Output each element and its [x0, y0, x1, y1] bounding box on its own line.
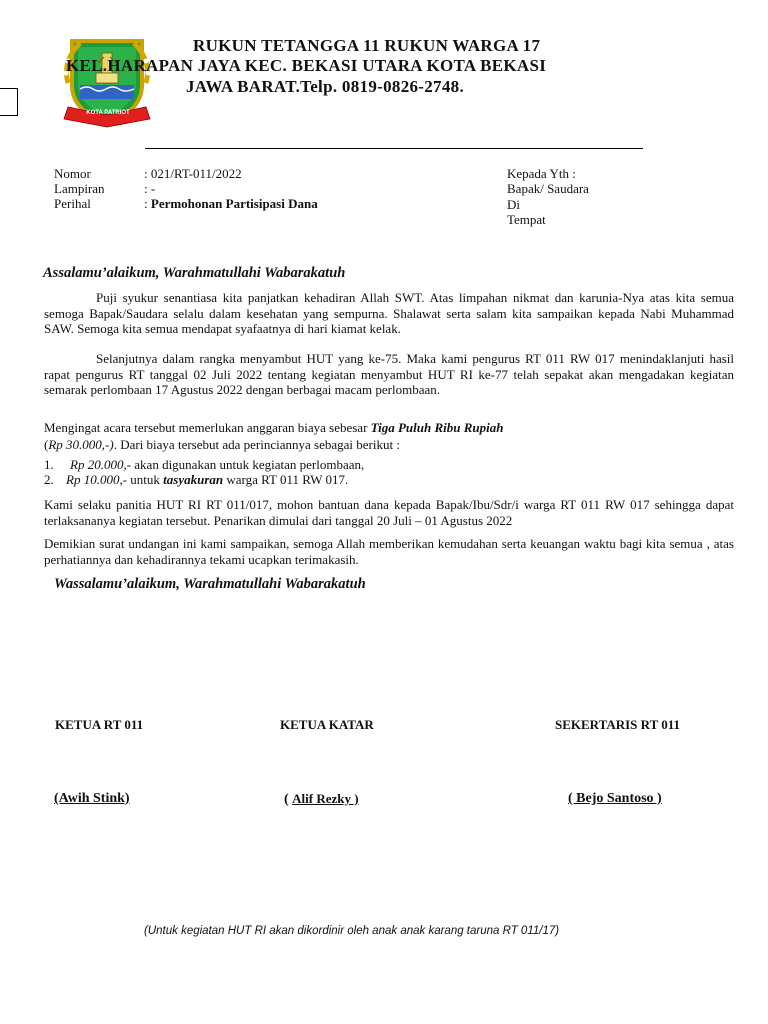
recipient-line-4: Tempat — [507, 212, 546, 227]
closing-greeting: Wassalamu’alaikum, Warahmatullahi Wabarakatuh — [54, 576, 366, 592]
signature-name-ketua-katar: ( Alif Rezky ) — [284, 791, 359, 807]
paragraph-2 — [44, 351, 734, 398]
signature-name-ketua-rt: (Awih Stink) — [54, 791, 130, 806]
footer-note: (Untuk kegiatan HUT RI akan dikordinir oleh anak anak karang taruna RT 011/17) — [144, 925, 560, 937]
meta-perihal-value: Permohonan Partisipasi Dana — [150, 196, 318, 211]
amount-in-words: Tiga Puluh Ribu Rupiah — [370, 420, 504, 435]
list-item: 1. Rp 20.000,- akan digunakan untuk kegiatan perlombaan, — [44, 457, 365, 472]
recipient-line-3: Di — [507, 197, 520, 212]
meta-nomor-label: Nomor — [54, 166, 91, 181]
paragraph-1 — [44, 290, 734, 337]
signature-role-ketua-katar: KETUA KATAR — [280, 717, 374, 732]
meta-perihal-sep: : — [144, 196, 151, 211]
recipient-line-2: Bapak/ Saudara — [507, 181, 589, 196]
greeting: Assalamu’alaikum, Warahmatullahi Wabarakatuh — [43, 265, 346, 281]
header-divider — [145, 148, 643, 149]
meta-perihal-label: Perihal — [54, 196, 91, 211]
meta-lampiran-value: : - — [144, 181, 156, 196]
header-line-2: KEL.HARAPAN JAYA KEC. BEKASI UTARA KOTA BEKASI — [66, 56, 547, 75]
list-item: 2. Rp 10.000,- untuk tasyakuran warga RT 011 RW 017. — [44, 472, 349, 487]
paragraph-5: Demikian surat undangan ini kami sampaikan, semoga Allah memberikan kemudahan serta keuangan waktu bagi kita semua , atas perhatiannya dan kehadirannya tekami ucapkan terimakasih. — [44, 536, 734, 567]
meta-lampiran-label: Lampiran — [54, 181, 105, 196]
signature-name-sekertaris: ( Bejo Santoso ) — [568, 791, 662, 806]
paragraph-3: Mengingat acara tersebut memerlukan anggaran biaya sebesar Tiga Puluh Ribu Rupiah (Rp 30.000,-). Dari biaya tersebut ada perinciannya sebagai berikut : — [44, 420, 504, 452]
logo-ribbon-text: KOTA PATRIOT — [86, 110, 130, 116]
paragraph-1-text: Puji syukur senantiasa kita panjatkan kehadiran Allah SWT. Atas limpahan nikmat dan karunia-Nya atas kita semua semoga Bapak/Saudara selalu dalam kesehatan yang sempurna. Shalawat serta salam kita sampaikan kepada Nabi Muhammad SAW. Semoga kita semua mendapat syafaatnya di hari kiamat kelak. — [44, 290, 734, 336]
amount-in-numbers: Rp 30.000,-) — [48, 437, 114, 452]
page-edge-box — [0, 88, 18, 116]
paragraph-2-text: Selanjutnya dalam rangka menyambut HUT yang ke-75. Maka kami pengurus RT 011 RW 017 menindaklanjuti hasil rapat pengurus RT tanggal 02 Juli 2022 tentang kegiatan menyambut HUT RI ke-77 telah sepakat akan mengadakan kegiatan semarak perlombaan 17 Agustus 2022 dengan berbagai macam perlombaan. — [44, 351, 734, 397]
city-emblem-logo — [58, 33, 156, 128]
signature-role-sekertaris: SEKERTARIS RT 011 — [555, 717, 681, 732]
header-line-3: JAWA BARAT.Telp. 0819-0826-2748. — [186, 77, 465, 96]
meta-perihal — [144, 196, 318, 212]
signature-role-ketua-rt: KETUA RT 011 — [55, 717, 144, 732]
meta-nomor-value: : 021/RT-011/2022 — [144, 166, 242, 181]
header-line-1: RUKUN TETANGGA 11 RUKUN WARGA 17 — [193, 36, 541, 55]
recipient-line-1: Kepada Yth : — [507, 166, 576, 181]
paragraph-4: Kami selaku panitia HUT RI RT 011/017, mohon bantuan dana kepada Bapak/Ibu/Sdr/i warga RT 011 RW 017 sehingga dapat terlaksananya kegiatan tersebut. Penarikan dimulai dari tanggal 20 Juli – 01 Agustus 2022 — [44, 497, 734, 528]
